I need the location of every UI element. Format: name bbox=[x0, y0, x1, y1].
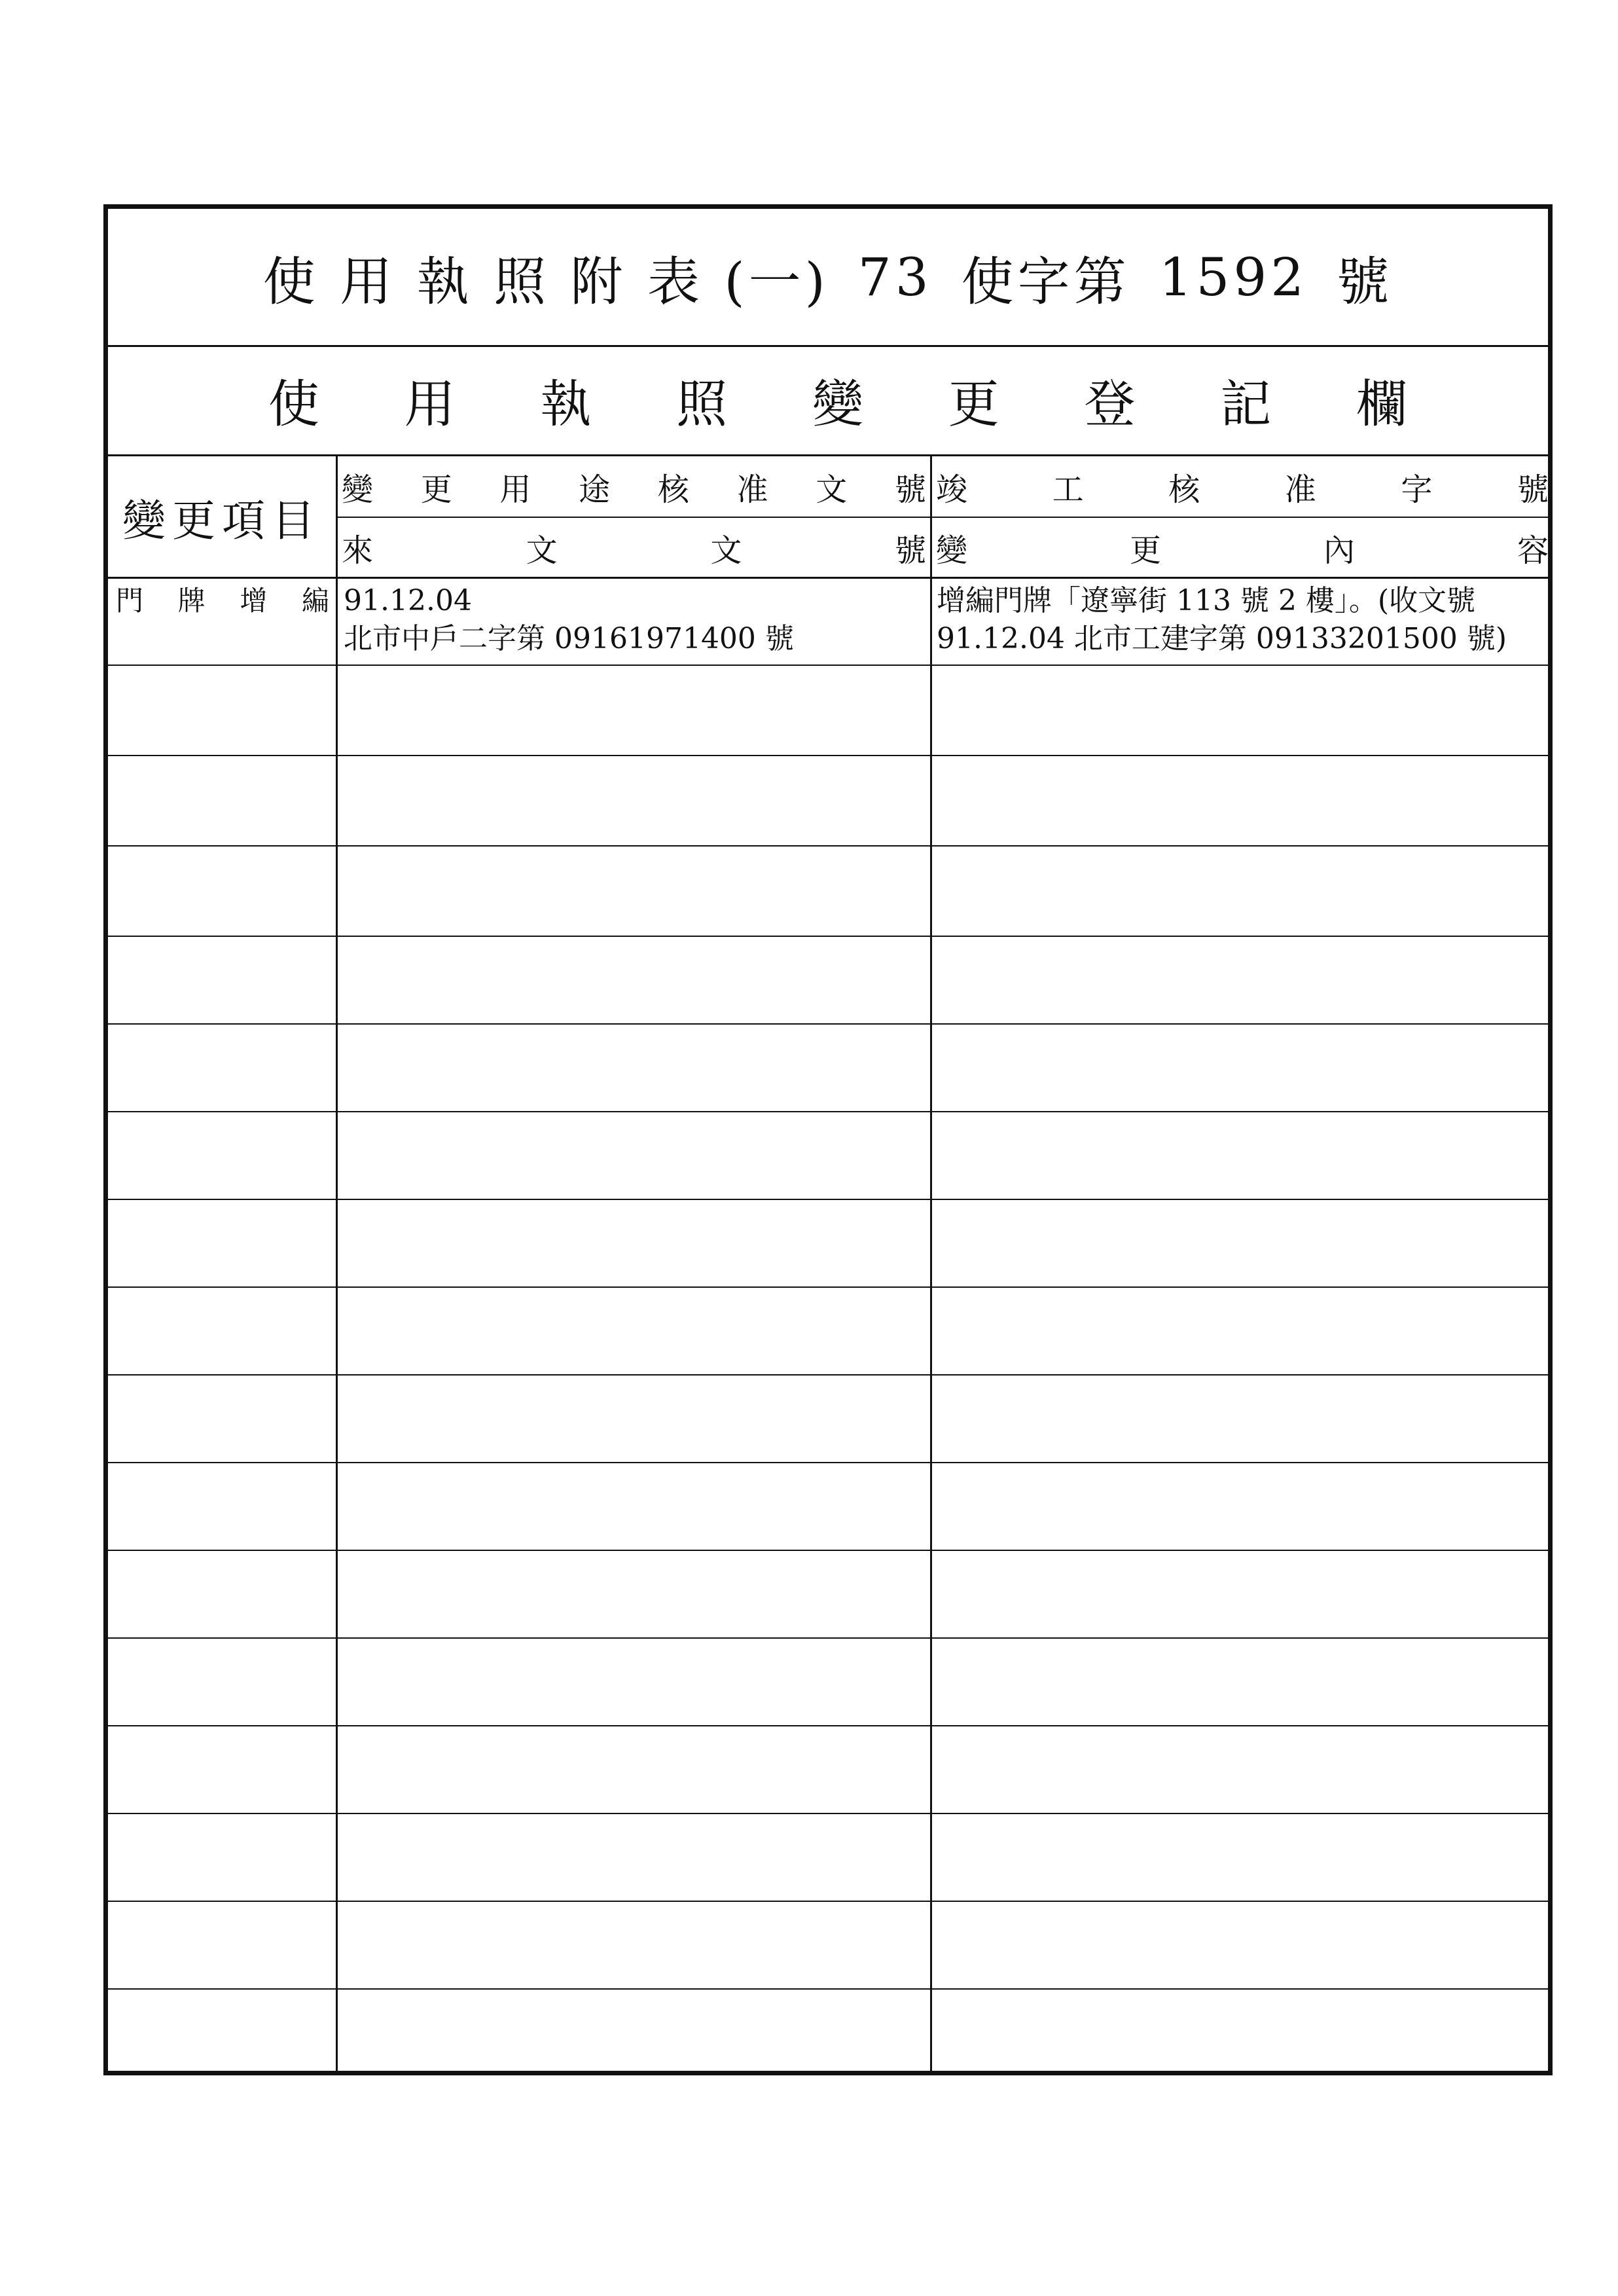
subtitle-char: 記 bbox=[1220, 374, 1272, 434]
form-title bbox=[108, 209, 1548, 347]
title-prefix: 使 用 執 照 附 表 (一) bbox=[262, 251, 829, 312]
header-char: 用 bbox=[499, 471, 531, 508]
entry-item-char: 牌 bbox=[177, 585, 206, 617]
header-char: 號 bbox=[894, 532, 926, 569]
entry-item bbox=[116, 582, 329, 620]
row-line bbox=[108, 755, 1548, 756]
title-suffix: 號 bbox=[1337, 251, 1393, 312]
title-year: 73 bbox=[857, 246, 933, 308]
header-char: 准 bbox=[736, 471, 768, 508]
row-line bbox=[108, 1901, 1548, 1902]
row-line bbox=[108, 665, 1548, 666]
row-line bbox=[108, 1111, 1548, 1112]
subtitle-char: 執 bbox=[540, 374, 592, 434]
header-change-content bbox=[932, 518, 1553, 577]
row-line bbox=[108, 1374, 1548, 1376]
row-line bbox=[108, 1550, 1548, 1551]
header-char: 號 bbox=[894, 471, 926, 508]
column-divider-1 bbox=[336, 456, 338, 2071]
header-char: 核 bbox=[1168, 471, 1200, 508]
header-char: 容 bbox=[1517, 532, 1549, 569]
header-change-item: 變更項目 bbox=[122, 495, 321, 546]
header-char: 竣 bbox=[936, 471, 968, 508]
subtitle-char: 使 bbox=[268, 374, 319, 434]
header-bottom-line bbox=[108, 577, 1548, 579]
subtitle-char: 更 bbox=[948, 374, 999, 434]
entry-content-line1: 增編門牌「遼寧街 113 號 2 樓」。(收文號 bbox=[937, 584, 1476, 617]
header-completion-no bbox=[932, 456, 1553, 517]
entry-content-line2: 91.12.04 北市工建字第 09133201500 號) bbox=[937, 622, 1507, 655]
header-char: 變 bbox=[342, 471, 374, 508]
title-middle: 使字第 bbox=[961, 251, 1130, 312]
row-line bbox=[108, 936, 1548, 937]
entry-item-char: 編 bbox=[301, 585, 329, 617]
subtitle-char: 欄 bbox=[1356, 374, 1408, 434]
title-number: 1592 bbox=[1159, 246, 1308, 308]
row-line bbox=[108, 1725, 1548, 1726]
header-approval-doc bbox=[338, 456, 930, 517]
registration-table bbox=[108, 456, 1548, 2071]
header-char: 途 bbox=[579, 471, 611, 508]
entry-doc-number: 北市中戶二字第 09161971400 號 bbox=[344, 622, 794, 655]
subtitle-char: 變 bbox=[812, 374, 863, 434]
header-char: 核 bbox=[657, 471, 689, 508]
row-line bbox=[108, 1637, 1548, 1639]
row-line bbox=[108, 1199, 1548, 1200]
subtitle-char: 用 bbox=[404, 374, 456, 434]
subtitle-char: 照 bbox=[676, 374, 728, 434]
header-char: 字 bbox=[1401, 471, 1433, 508]
header-char: 更 bbox=[1129, 532, 1161, 569]
header-char: 內 bbox=[1323, 532, 1355, 569]
column-divider-2 bbox=[930, 456, 932, 2071]
usage-permit-form bbox=[103, 204, 1553, 2075]
header-char: 變 bbox=[936, 532, 968, 569]
row-line bbox=[108, 1988, 1548, 1990]
header-char: 文 bbox=[816, 471, 848, 508]
header-char: 更 bbox=[420, 471, 452, 508]
row-line bbox=[108, 1286, 1548, 1288]
entry-doc-date: 91.12.04 bbox=[344, 584, 472, 617]
subtitle-char: 登 bbox=[1084, 374, 1136, 434]
header-char: 號 bbox=[1517, 471, 1549, 508]
row-line bbox=[108, 1023, 1548, 1025]
header-char: 文 bbox=[710, 532, 742, 569]
header-char: 來 bbox=[342, 532, 374, 569]
entry-item-char: 門 bbox=[116, 585, 144, 617]
header-incoming-doc bbox=[338, 518, 930, 577]
header-char: 文 bbox=[526, 532, 558, 569]
row-line bbox=[108, 1462, 1548, 1463]
row-line bbox=[108, 1813, 1548, 1814]
form-subtitle bbox=[108, 345, 1548, 456]
row-line bbox=[108, 845, 1548, 847]
header-char: 工 bbox=[1052, 471, 1084, 508]
header-char: 准 bbox=[1284, 471, 1316, 508]
entry-item-char: 增 bbox=[240, 585, 268, 617]
